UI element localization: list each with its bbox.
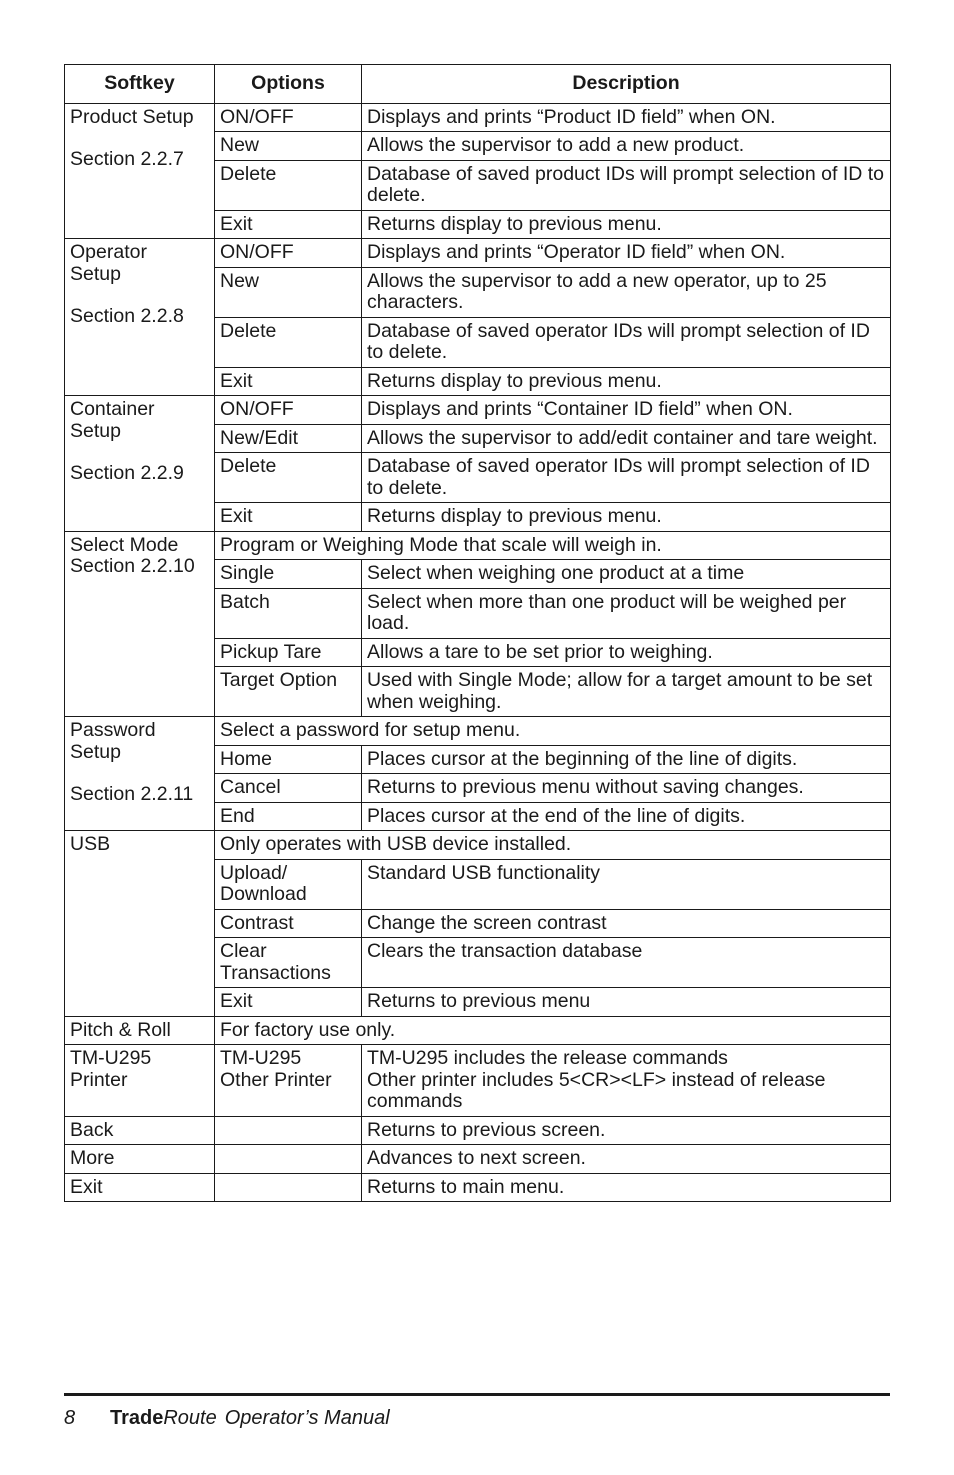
softkey-label-line: Section 2.2.7 bbox=[70, 148, 184, 170]
table-row bbox=[65, 1016, 891, 1045]
manual-title: Operator’s Manual bbox=[224, 1407, 390, 1429]
softkey-label-line: Pitch & Roll bbox=[70, 1018, 171, 1041]
softkey-label-spacer bbox=[70, 128, 209, 149]
option-cell: Home bbox=[215, 745, 362, 774]
option-label-line: TM-U295 bbox=[220, 1047, 302, 1069]
header-softkey: Softkey bbox=[65, 65, 215, 104]
option-cell: Exit bbox=[215, 210, 362, 239]
option-cell: Cancel bbox=[215, 774, 362, 803]
option-note-cell: Select a password for setup menu. bbox=[215, 717, 891, 746]
softkey-label-spacer bbox=[70, 442, 209, 463]
description-cell: Displays and prints “Product ID field” when ON. bbox=[362, 103, 891, 132]
description-cell: Returns to previous menu without saving changes. bbox=[362, 774, 891, 803]
option-note-cell: Only operates with USB device installed. bbox=[215, 831, 891, 860]
description-cell: Used with Single Mode; allow for a target amount to be set when weighing. bbox=[362, 667, 891, 717]
description-cell: Returns display to previous menu. bbox=[362, 210, 891, 239]
description-cell: Returns to previous menu bbox=[362, 988, 891, 1017]
option-cell: Contrast bbox=[215, 909, 362, 938]
description-cell: Advances to next screen. bbox=[362, 1145, 891, 1174]
option-cell: Clear Transactions bbox=[215, 938, 362, 988]
description-cell bbox=[362, 1045, 891, 1117]
option-cell: Single bbox=[215, 560, 362, 589]
softkey-label-spacer bbox=[70, 763, 209, 784]
page-footer bbox=[64, 1405, 390, 1431]
footer-rule bbox=[64, 1393, 890, 1396]
softkey-label-spacer bbox=[70, 285, 209, 306]
description-cell: Displays and prints “Container ID field” when ON. bbox=[362, 396, 891, 425]
softkey-label-line: Setup bbox=[70, 419, 121, 442]
option-label-line: Other Printer bbox=[220, 1068, 332, 1091]
softkey-label-line: Section 2.2.11 bbox=[70, 783, 194, 805]
table-body bbox=[65, 103, 891, 1202]
softkey-cell bbox=[65, 396, 215, 532]
table-row bbox=[65, 239, 891, 268]
softkey-label-line: Product Setup bbox=[70, 105, 194, 128]
brand-name-bold: Trade bbox=[110, 1407, 164, 1429]
softkey-cell bbox=[65, 1016, 215, 1045]
softkey-label-line: Section 2.2.8 bbox=[70, 305, 184, 327]
option-cell: Target Option bbox=[215, 667, 362, 717]
option-cell: Exit bbox=[215, 503, 362, 532]
option-cell bbox=[215, 1116, 362, 1145]
softkey-cell bbox=[65, 1145, 215, 1174]
softkey-label-line: TM-U295 bbox=[70, 1047, 152, 1069]
table-row bbox=[65, 531, 891, 560]
description-cell: Database of saved operator IDs will prompt selection of ID to delete. bbox=[362, 453, 891, 503]
softkey-label-line: Setup bbox=[70, 262, 121, 285]
option-cell: Exit bbox=[215, 367, 362, 396]
option-cell: Batch bbox=[215, 588, 362, 638]
table-row bbox=[65, 1045, 891, 1117]
page-number: 8 bbox=[64, 1407, 76, 1429]
table-row bbox=[65, 1116, 891, 1145]
softkey-cell bbox=[65, 239, 215, 396]
softkey-label-line: Section 2.2.9 bbox=[70, 462, 184, 484]
option-cell: Delete bbox=[215, 453, 362, 503]
softkey-cell bbox=[65, 531, 215, 717]
softkey-cell bbox=[65, 1045, 215, 1117]
softkey-cell bbox=[65, 1173, 215, 1202]
option-cell: ON/OFF bbox=[215, 103, 362, 132]
description-cell: Returns to main menu. bbox=[362, 1173, 891, 1202]
option-cell: Delete bbox=[215, 317, 362, 367]
softkey-label-line: Setup bbox=[70, 740, 121, 763]
option-cell: Delete bbox=[215, 160, 362, 210]
description-text-line: Other printer includes 5<CR><LF> instead of release commands bbox=[367, 1068, 826, 1112]
option-cell bbox=[215, 1173, 362, 1202]
description-cell: Allows the supervisor to add a new product. bbox=[362, 132, 891, 161]
softkey-label-line: More bbox=[70, 1147, 115, 1169]
description-cell: Allows the supervisor to add/edit container and tare weight. bbox=[362, 424, 891, 453]
header-description: Description bbox=[362, 65, 891, 104]
option-cell: Pickup Tare bbox=[215, 638, 362, 667]
option-cell: New/Edit bbox=[215, 424, 362, 453]
description-cell: Places cursor at the end of the line of digits. bbox=[362, 802, 891, 831]
description-cell: Standard USB functionality bbox=[362, 859, 891, 909]
option-note-cell: Program or Weighing Mode that scale will weigh in. bbox=[215, 531, 891, 560]
option-cell: End bbox=[215, 802, 362, 831]
softkey-cell bbox=[65, 717, 215, 831]
table-row bbox=[65, 717, 891, 746]
table-header-row bbox=[65, 65, 891, 104]
option-cell bbox=[215, 1145, 362, 1174]
table-row bbox=[65, 1145, 891, 1174]
option-cell: Exit bbox=[215, 988, 362, 1017]
description-cell: Database of saved product IDs will prompt selection of ID to delete. bbox=[362, 160, 891, 210]
table-row bbox=[65, 1173, 891, 1202]
option-cell bbox=[215, 1045, 362, 1117]
softkey-label-line: Container bbox=[70, 398, 155, 420]
brand-name-italic: Route bbox=[163, 1407, 217, 1429]
description-cell: Places cursor at the beginning of the line of digits. bbox=[362, 745, 891, 774]
description-cell: Clears the transaction database bbox=[362, 938, 891, 988]
description-cell: Select when more than one product will be weighed per load. bbox=[362, 588, 891, 638]
table-row bbox=[65, 103, 891, 132]
description-cell: Allows a tare to be set prior to weighing. bbox=[362, 638, 891, 667]
option-cell: ON/OFF bbox=[215, 239, 362, 268]
softkey-options-table bbox=[64, 64, 891, 1202]
softkey-label-line: Password bbox=[70, 719, 156, 741]
option-cell: ON/OFF bbox=[215, 396, 362, 425]
description-cell: Returns display to previous menu. bbox=[362, 503, 891, 532]
header-options: Options bbox=[215, 65, 362, 104]
softkey-label-line: Operator bbox=[70, 241, 147, 263]
description-text-line: TM-U295 includes the release commands bbox=[367, 1047, 728, 1069]
description-cell: Returns to previous screen. bbox=[362, 1116, 891, 1145]
description-cell: Displays and prints “Operator ID field” when ON. bbox=[362, 239, 891, 268]
description-cell: Returns display to previous menu. bbox=[362, 367, 891, 396]
option-note-cell: For factory use only. bbox=[215, 1016, 891, 1045]
softkey-cell bbox=[65, 1116, 215, 1145]
description-cell: Database of saved operator IDs will prompt selection of ID to delete. bbox=[362, 317, 891, 367]
softkey-label-line: USB bbox=[70, 833, 111, 855]
description-cell: Change the screen contrast bbox=[362, 909, 891, 938]
softkey-cell bbox=[65, 103, 215, 239]
softkey-cell bbox=[65, 831, 215, 1017]
softkey-label-line: Exit bbox=[70, 1175, 103, 1198]
option-cell: New bbox=[215, 132, 362, 161]
softkey-label-line: Back bbox=[70, 1118, 114, 1141]
softkey-label-line: Select Mode bbox=[70, 533, 179, 556]
option-cell: New bbox=[215, 267, 362, 317]
softkey-label-line: Section 2.2.10 bbox=[70, 555, 195, 577]
softkey-label-line: Printer bbox=[70, 1068, 128, 1091]
description-cell: Allows the supervisor to add a new operator, up to 25 characters. bbox=[362, 267, 891, 317]
option-cell: Upload/ Download bbox=[215, 859, 362, 909]
description-cell: Select when weighing one product at a time bbox=[362, 560, 891, 589]
table-row bbox=[65, 396, 891, 425]
table-row bbox=[65, 831, 891, 860]
